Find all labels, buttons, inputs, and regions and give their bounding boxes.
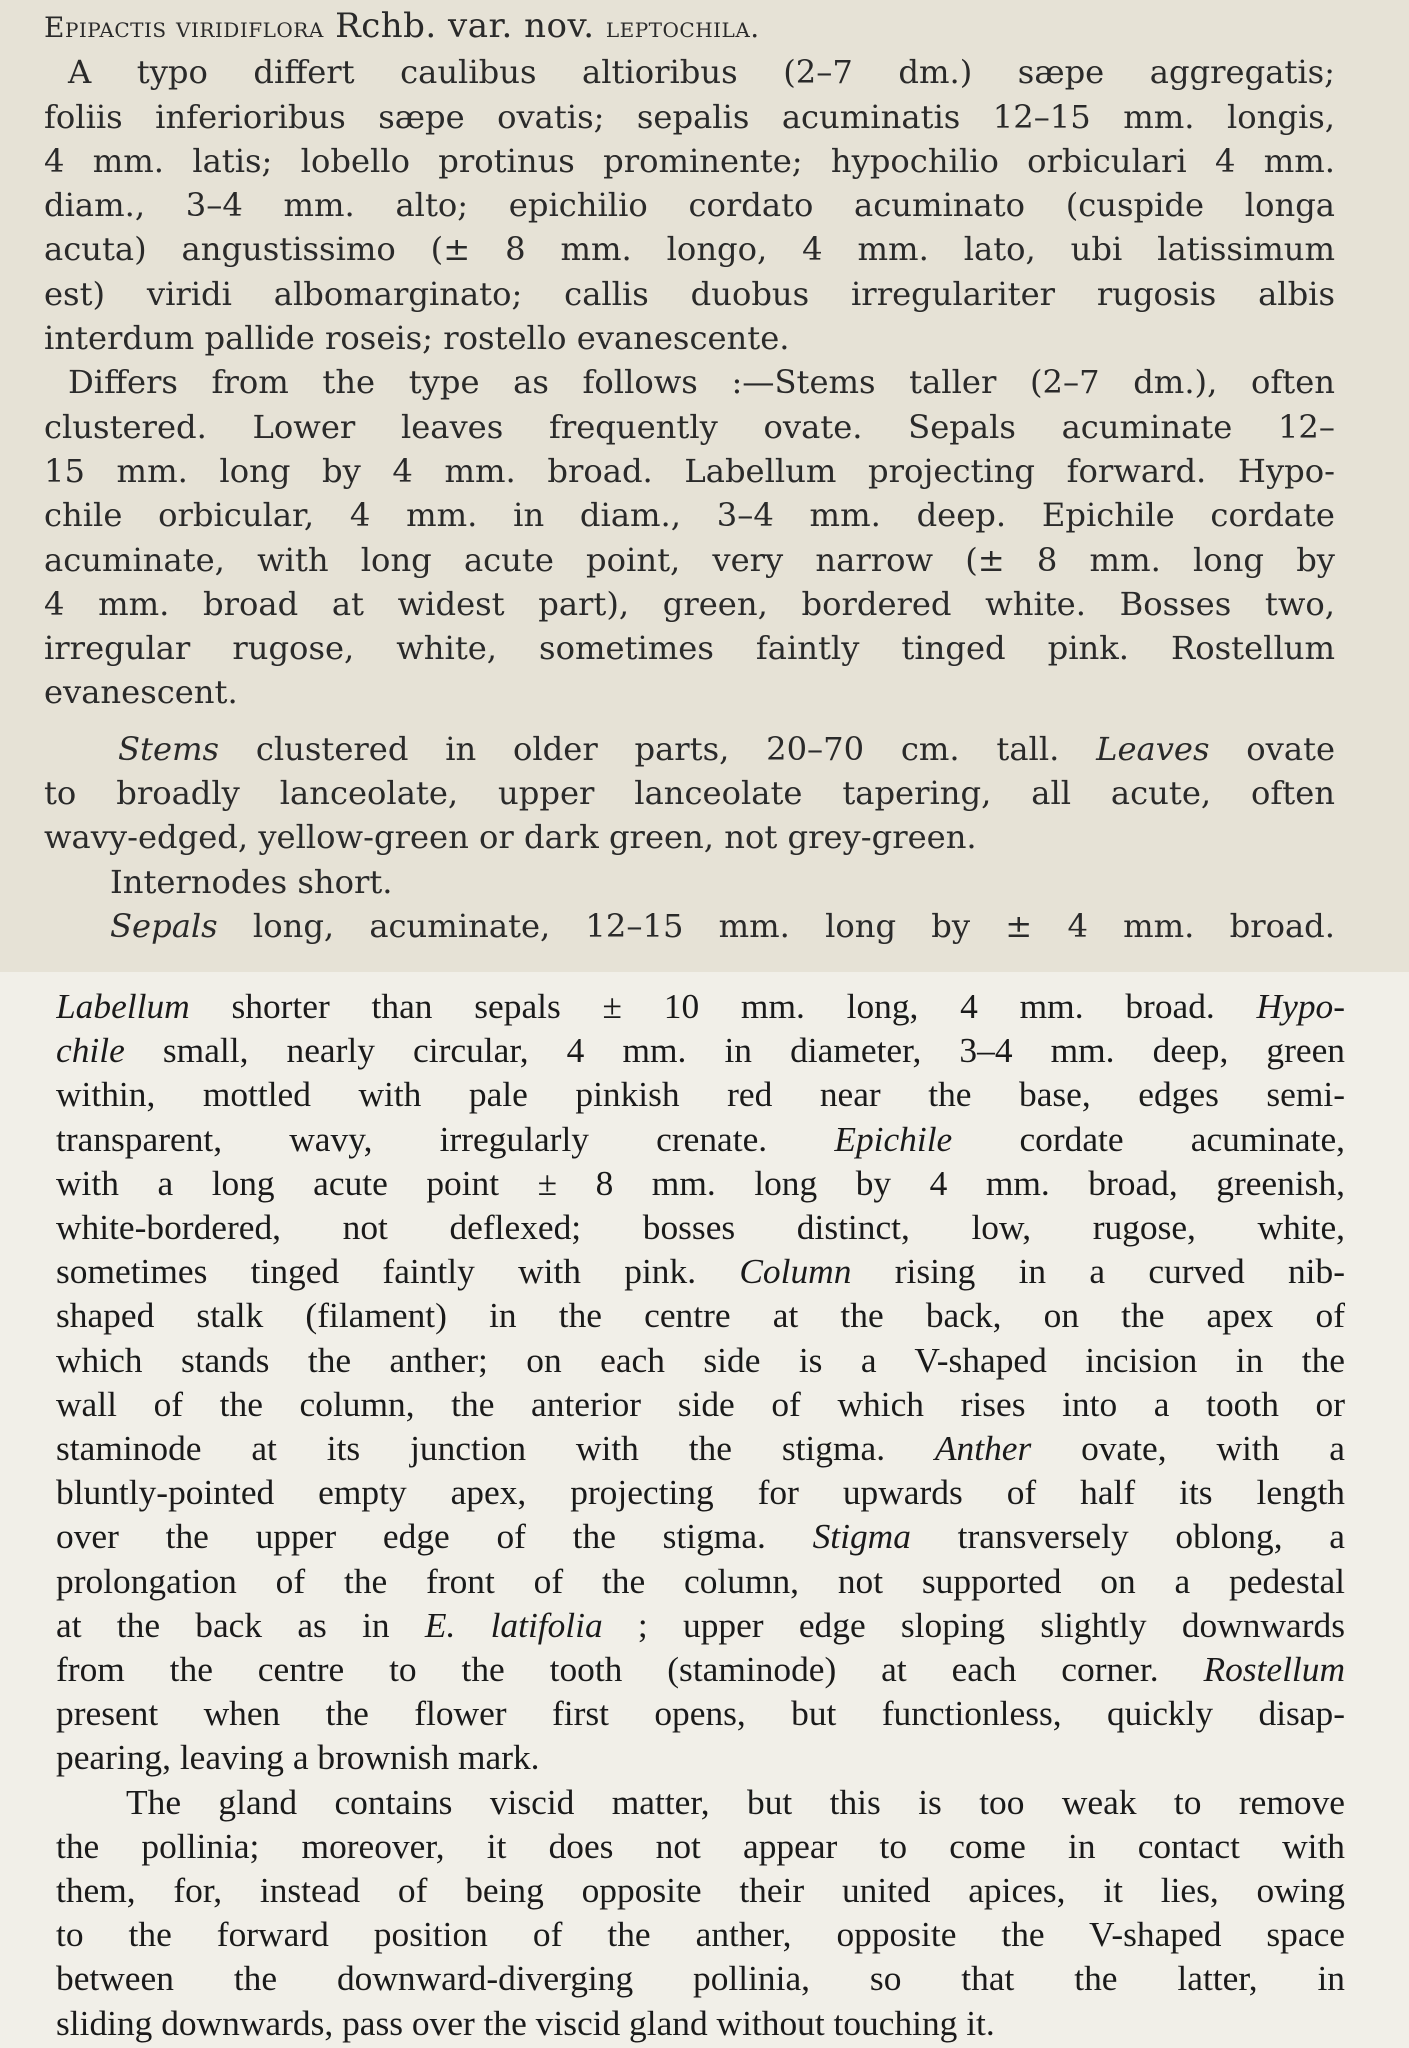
hypochile-term: chile xyxy=(56,1030,125,1071)
latin-line: 4 mm. latis; lobello protinus prominente; hypochilio orbiculari 4 mm. xyxy=(44,141,1335,180)
column-term: Column xyxy=(739,1251,852,1292)
body-line: the pollinia; moreover, it does not appear to come in contact with xyxy=(56,1825,1345,1866)
sepals-text: long, acuminate, 12–15 mm. long by ± 4 mm. broad. xyxy=(217,906,1335,945)
stems-term: Stems xyxy=(118,729,220,768)
body-line xyxy=(56,1028,1345,1072)
labellum-term: Labellum xyxy=(56,986,190,1026)
body-line: within, mottled with pale pinkish red near the base, edges semi- xyxy=(56,1074,1345,1115)
upper-text-block xyxy=(0,0,1409,972)
stems-line: to broadly lanceolate, upper lanceolate tapering, all acute, often xyxy=(44,774,1335,813)
body-line: which stands the anther; on each side is a V-shaped incision in the xyxy=(56,1339,1345,1380)
body-text: transparent, wavy, irregularly crenate. xyxy=(56,1118,835,1159)
latin-line: A typo differt caulibus altioribus (2–7 dm.) sæpe aggregatis; xyxy=(68,53,1335,92)
latin-line: diam., 3–4 mm. alto; epichilio cordato acuminato (cuspide longa xyxy=(44,186,1335,225)
body-line: wall of the column, the anterior side of which rises into a tooth or xyxy=(56,1383,1345,1424)
body-line: them, for, instead of being opposite their united apices, it lies, owing xyxy=(56,1870,1345,1911)
latin-line: est) viridi albomarginato; callis duobus irregulariter rugosis albis xyxy=(44,274,1335,313)
hypochile-term: Hypo- xyxy=(1256,986,1345,1026)
body-line: white-bordered, not deflexed; bosses distinct, low, rugose, white, xyxy=(56,1207,1345,1248)
body-text: ; upper edge sloping slightly downwards xyxy=(602,1604,1345,1645)
body-line: pearing, leaving a brownish mark. xyxy=(56,1737,540,1778)
body-line: prolongation of the front of the column, not supported on a pedestal xyxy=(56,1560,1345,1601)
leaves-term: Leaves xyxy=(1096,729,1210,768)
body-line: sliding downwards, pass over the viscid gland without touching it. xyxy=(56,2002,995,2043)
body-line: to the forward position of the anther, opposite the V-shaped space xyxy=(56,1914,1345,1955)
leaves-text: ovate xyxy=(1209,729,1335,768)
english-line: evanescent. xyxy=(44,673,238,712)
stems-line: wavy-edged, yellow-green or dark green, not grey-green. xyxy=(44,818,977,857)
latin-line: acuta) angustissimo (± 8 mm. longo, 4 mm. lato, ubi latissimum xyxy=(44,230,1335,269)
body-line: shaped stalk (filament) in the centre at the back, on the apex of xyxy=(56,1295,1345,1336)
body-text: transversely oblong, a xyxy=(910,1516,1345,1557)
anther-term: Anther xyxy=(934,1428,1032,1469)
body-text: from the centre to the tooth (staminode) at each corner. xyxy=(56,1649,1204,1690)
variety-name: leptochila. xyxy=(605,11,760,44)
english-line: irregular rugose, white, sometimes faintly tinged pink. Rostellum xyxy=(44,629,1335,668)
body-text: shorter than sepals ± 10 mm. long, 4 mm. broad. xyxy=(189,986,1257,1026)
internodes-line: Internodes short. xyxy=(110,862,393,901)
body-line xyxy=(56,1426,1345,1470)
sepals-line xyxy=(44,904,1335,948)
species-heading xyxy=(44,4,1335,50)
body-line xyxy=(56,984,1345,1028)
body-text: rising in a curved nib- xyxy=(851,1251,1345,1292)
body-line xyxy=(56,1647,1345,1691)
body-text: staminode at its junction with the stigma. xyxy=(56,1428,935,1469)
body-text: ovate, with a xyxy=(1031,1428,1345,1469)
body-line xyxy=(56,1603,1345,1647)
body-text: over the upper edge of the stigma. xyxy=(56,1516,813,1557)
body-line: The gland contains viscid matter, but this is too weak to remove xyxy=(126,1781,1345,1822)
species-author: Rchb. var. nov. xyxy=(323,6,606,46)
latin-line: interdum pallide roseis; rostello evanescente. xyxy=(44,319,790,358)
english-line: clustered. Lower leaves frequently ovate. Sepals acuminate 12– xyxy=(44,407,1335,446)
latin-line: foliis inferioribus sæpe ovatis; sepalis acuminatis 12–15 mm. longis, xyxy=(44,97,1335,136)
species-reference: E. latifolia xyxy=(424,1604,603,1645)
stems-line xyxy=(44,727,1335,771)
body-line: present when the flower first opens, but functionless, quickly disap- xyxy=(56,1693,1345,1734)
stems-text: clustered in older parts, 20–70 cm. tall. xyxy=(219,729,1097,768)
english-line: 15 mm. long by 4 mm. broad. Labellum projecting forward. Hypo- xyxy=(44,451,1335,490)
body-text: sometimes tinged faintly with pink. xyxy=(56,1251,740,1292)
body-line: between the downward-diverging pollinia, so that the latter, in xyxy=(56,1958,1345,1999)
english-line: Differs from the type as follows :—Stems taller (2–7 dm.), often xyxy=(68,363,1335,402)
sepals-term: Sepals xyxy=(110,906,218,945)
body-text: at the back as in xyxy=(56,1604,425,1645)
species-name: Epipactis viridiflora xyxy=(44,11,324,44)
body-line: bluntly-pointed empty apex, projecting for upwards of half its length xyxy=(56,1472,1345,1513)
body-line xyxy=(56,1514,1345,1558)
english-line: acuminate, with long acute point, very narrow (± 8 mm. long by xyxy=(44,540,1335,579)
epichile-term: Epichile xyxy=(834,1118,953,1159)
english-line: 4 mm. broad at widest part), green, bordered white. Bosses two, xyxy=(44,584,1335,623)
body-line xyxy=(56,1249,1345,1293)
stigma-term: Stigma xyxy=(812,1516,911,1557)
rostellum-term: Rostellum xyxy=(1203,1649,1345,1690)
body-line xyxy=(56,1117,1345,1161)
body-text: cordate acuminate, xyxy=(952,1118,1345,1159)
body-line: with a long acute point ± 8 mm. long by 4 mm. broad, greenish, xyxy=(56,1162,1345,1203)
english-line: chile orbicular, 4 mm. in diam., 3–4 mm. deep. Epichile cordate xyxy=(44,496,1335,535)
lower-text-block xyxy=(0,972,1409,2048)
body-text: small, nearly circular, 4 mm. in diameter, 3–4 mm. deep, green xyxy=(124,1030,1345,1071)
